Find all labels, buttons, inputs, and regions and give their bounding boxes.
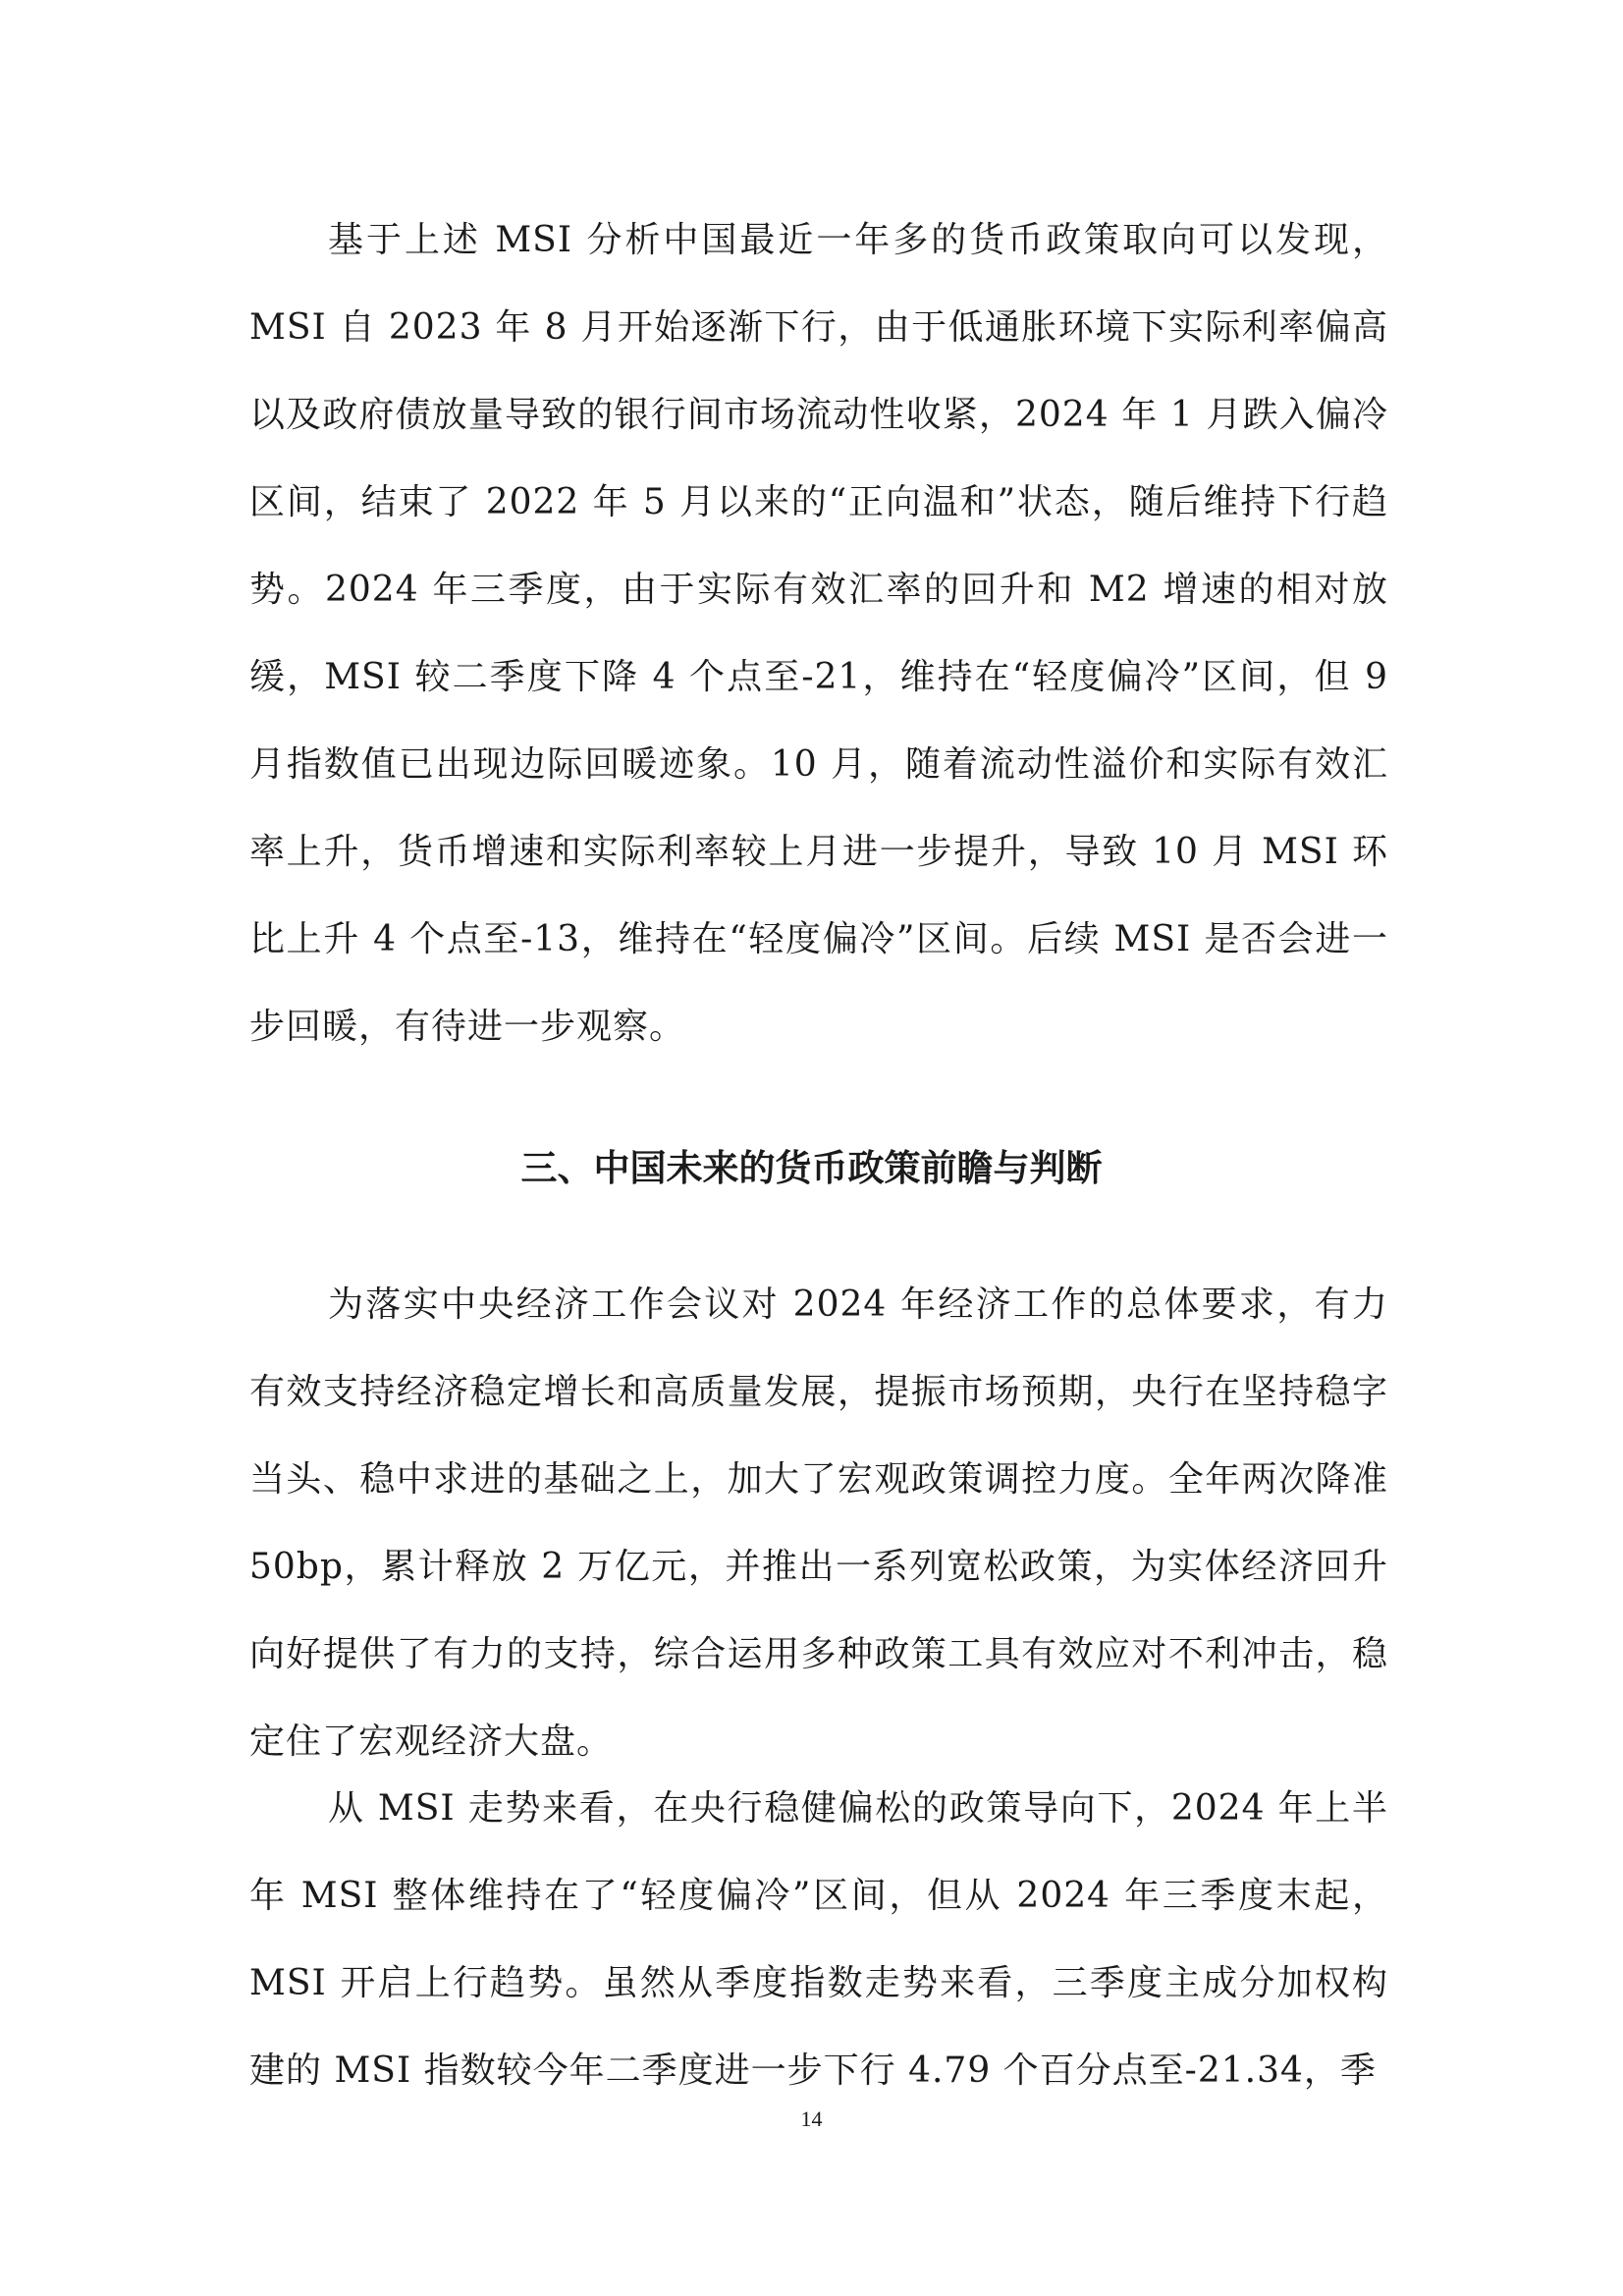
paragraph-msi-trend: 从 MSI 走势来看，在央行稳健偏松的政策导向下，2024 年上半年 MSI 整体维持在了“轻度偏冷”区间，但从 2024 年三季度末起，MSI 开启上行趋势。虽然从季度指数走势来看，三季度主成分加权构建的 MSI 指数较今年二季度进一步下行 4.79 个百分点至-21.34，季 bbox=[249, 1788, 1388, 2091]
section-heading: 三、中国未来的货币政策前瞻与判断 bbox=[520, 1147, 1103, 1189]
page-number: 14 bbox=[800, 2106, 823, 2131]
paragraph-policy-review: 为落实中央经济工作会议对 2024 年经济工作的总体要求，有力有效支持经济稳定增长和高质量发展，提振市场预期，央行在坚持稳字当头、稳中求进的基础之上，加大了宏观政策调控力度。全年两次降准 50bp，累计释放 2 万亿元，并推出一系列宽松政策，为实体经济回升向好提供了有力的支持，综合运用多种政策工具有效应对不利冲击，稳定住了宏观经济大盘。 bbox=[249, 1285, 1388, 1762]
paragraph-msi-analysis: 基于上述 MSI 分析中国最近一年多的货币政策取向可以发现，MSI 自 2023 年 8 月开始逐渐下行，由于低通胀环境下实际利率偏高以及政府债放量导致的银行间市场流动性收紧，2024 年 1 月跌入偏冷区间，结束了 2022 年 5 月以来的“正向温和”状态，随后维持下行趋势。2024 年三季度，由于实际有效汇率的回升和 M2 增速的相对放缓，MSI 较二季度下降 4 个点至-21，维持在“轻度偏冷”区间，但 9 月指数值已出现边际回暖迹象。10 月，随着流动性溢价和实际有效汇率上升，货币增速和实际利率较上月进一步提升，导致 10 月 MSI 环比上升 4 个点至-13，维持在“轻度偏冷”区间。后续 MSI 是否会进一步回暖，有待进一步观察。 bbox=[249, 220, 1388, 1047]
